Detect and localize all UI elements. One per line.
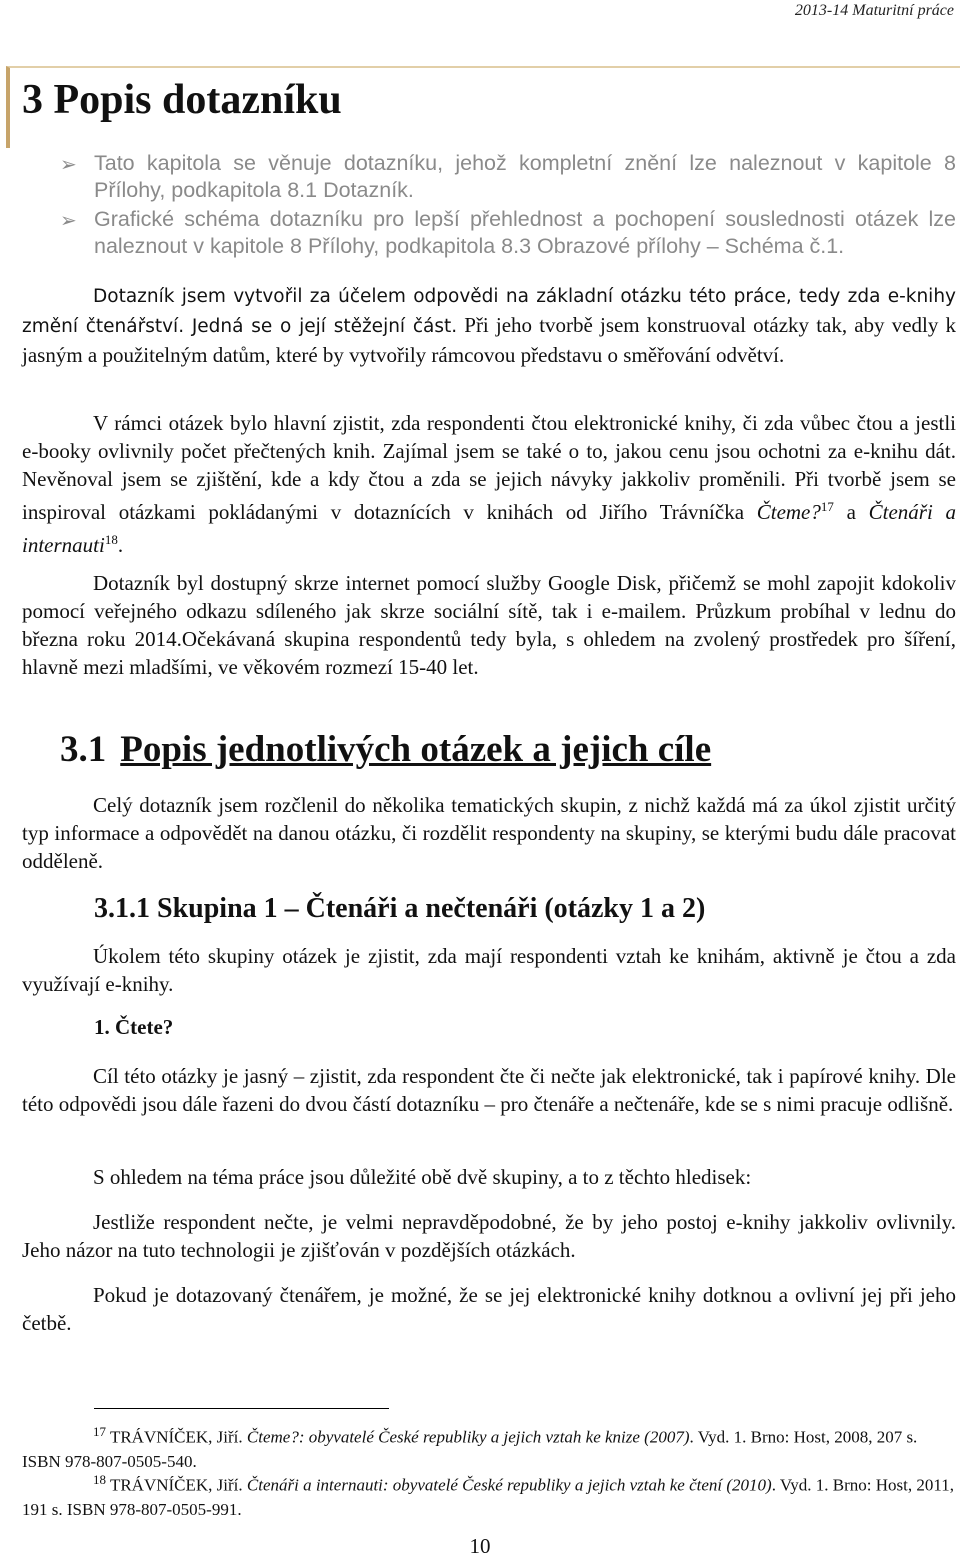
- book-title-2: Čtenáři a internauti: [22, 500, 956, 557]
- period: .: [117, 533, 124, 557]
- chapter-heading: 3 Popis dotazníku: [22, 77, 342, 123]
- paragraph-5-text: Úkolem této skupiny otázek je zjistit, zda mají respondenti vztah ke knihám, aktivně je čtou a zda využívají e-knihy.: [22, 944, 956, 996]
- footnote-ref-18: 18: [104, 532, 118, 547]
- subsection-heading: 3.1.1 Skupina 1 – Čtenáři a nečtenáři (otázky 1 a 2): [94, 893, 706, 924]
- running-header: 2013-14 Maturitní práce: [794, 2, 954, 19]
- paragraph-3-text: Dotazník byl dostupný skrze internet pomocí služby Google Disk, přičemž se mohl zapojit kdokoliv pomocí veřejného odkazu sdíleného jak skrze sociální sítě, tak i e-mailem. Průzkum probíhal v lednu do března roku 2014.Očekávaná skupina respondentů tedy byla, s ohledem na zvolený prostředek pro šíření, hlavně mezi mladšími, ve věkovém rozmezí 15-40 let.: [22, 571, 956, 679]
- arrow-bullet-icon: ➢: [60, 154, 77, 176]
- book-title-1: Čteme?: [756, 500, 821, 524]
- paragraph-5: [22, 942, 956, 998]
- footnote-ref-17: 17: [820, 499, 834, 514]
- conjunction: a: [833, 500, 869, 524]
- footnote-18: [22, 1468, 956, 1522]
- paragraph-7-text: S ohledem na téma práce jsou důležité obě dvě skupiny, a to z těchto hledisek:: [93, 1165, 752, 1189]
- bullet-item-1: Tato kapitola se věnuje dotazníku, jehož kompletní znění lze naleznout v kapitole 8 Přílohy, podkapitola 8.1 Dotazník.: [94, 151, 956, 202]
- footnote-author: TRÁVNÍČEK, Jiří.: [106, 1427, 247, 1447]
- footnote-title: Čteme?: obyvatelé České republiky a jejich vztah ke knize (2007): [246, 1427, 690, 1447]
- paragraph-9: [22, 1281, 956, 1337]
- paragraph-4: [22, 791, 956, 875]
- section-number: 3.1: [60, 729, 107, 770]
- paragraph-8-text: Jestliže respondent nečte, je velmi nepravděpodobné, že by jeho postoj e-knihy jakkoliv ovlivnily. Jeho názor na tuto technologii je zjišťován v pozdějších otázkách.: [22, 1210, 956, 1262]
- section-heading: [60, 728, 711, 771]
- paragraph-2: [22, 409, 956, 559]
- footnote-separator: [94, 1408, 389, 1409]
- footnote-17: [22, 1420, 956, 1474]
- footnote-number: 18: [93, 1472, 106, 1487]
- paragraph-1: [22, 281, 956, 369]
- footnote-rest: . Vyd. 1. Brno: Host, 2011, 191 s. ISBN 978-807-0505-991.: [22, 1475, 954, 1519]
- footnote-title: Čtenáři a internauti: obyvatelé České republiky a jejich vztah ke čtení (2010): [246, 1475, 772, 1495]
- paragraph-6: [22, 1062, 956, 1118]
- paragraph-6-text: Cíl této otázky je jasný – zjistit, zda respondent čte či nečte jak elektronické, tak i papírové knihy. Dle této odpovědi jsou dále řazeni do dvou částí dotazníku – pro čtenáře a nečtenáře, kde se s nimi pracuje odlišně.: [22, 1064, 956, 1116]
- footnote-author: TRÁVNÍČEK, Jiří.: [106, 1475, 247, 1495]
- arrow-bullet-icon: ➢: [60, 210, 77, 232]
- question-heading: 1. Čtete?: [94, 1015, 174, 1039]
- paragraph-7: [22, 1163, 956, 1191]
- paragraph-4-text: Celý dotazník jsem rozčlenil do několika tematických skupin, z nichž každá má za úkol zjistit určitý typ informace a odpovědět na danou otázku, či rozdělit respondenty na skupiny, se kterými budu dále pracovat odděleně.: [22, 793, 956, 873]
- paragraph-1-serif: Při jeho tvorbě jsem konstruoval otázky tak, aby vedly k jasným a použitelným datům, které by vytvořily rámcovou představu o směřování odvětví.: [22, 313, 956, 367]
- footnote-number: 17: [93, 1424, 106, 1439]
- paragraph-9-text: Pokud je dotazovaný čtenářem, je možné, že se jej elektronické knihy dotknou a ovlivní jej při jeho četbě.: [22, 1283, 956, 1335]
- page-number: 10: [469, 1534, 491, 1558]
- paragraph-1-sans: Dotazník jsem vytvořil za účelem odpovědi na základní otázku této práce, tedy zda e-knihy změní čtenářství. Jedná se o její stěžejní část.: [22, 286, 956, 337]
- section-title: Popis jednotlivých otázek a jejich cíle: [120, 729, 712, 770]
- footnote-rest: . Vyd. 1. Brno: Host, 2008, 207 s. ISBN 978-807-0505-540.: [22, 1427, 918, 1471]
- paragraph-2-text: V rámci otázek bylo hlavní zjistit, zda respondenti čtou elektronické knihy, či zda vůbec čtou a jestli e-booky ovlivnily počet přečtených knih. Zajímal jsem se také o to, jakou cenu jsou ochotni za e-knihu dát. Nevěnoval jsem se zjištění, kde a kdy čtou a zda se jejich návyky jakkoliv proměnili. Při tvorbě jsem se inspiroval otázkami pokládanými v dotaznících v knihách od Jiřího Trávníčka: [22, 411, 956, 524]
- paragraph-3: [22, 569, 956, 681]
- bullet-item-2: Grafické schéma dotazníku pro lepší přehlednost a pochopení souslednosti otázek lze naleznout v kapitole 8 Přílohy, podkapitola 8.3 Obrazové přílohy – Schéma č.1.: [94, 207, 956, 258]
- paragraph-8: [22, 1208, 956, 1264]
